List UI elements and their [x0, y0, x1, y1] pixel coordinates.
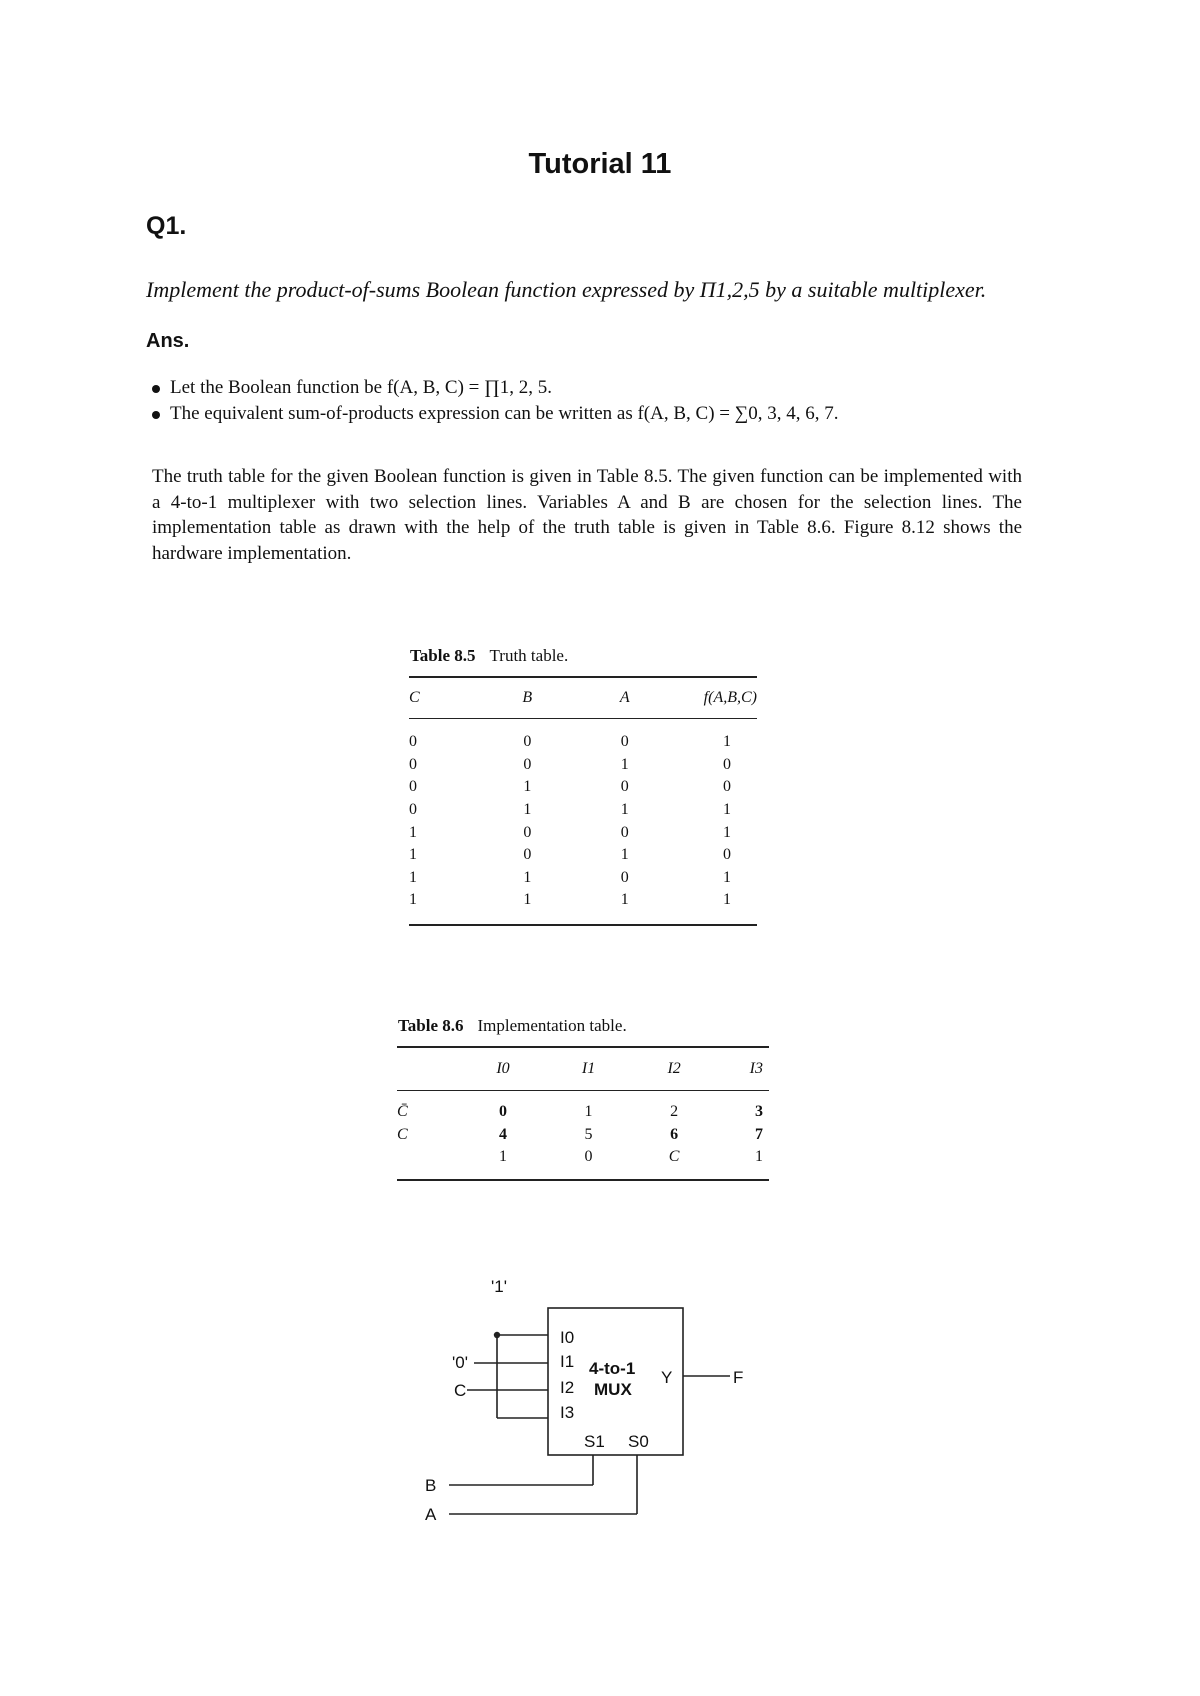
- table-cell: 1: [576, 889, 673, 925]
- c-input-label: C: [454, 1381, 467, 1400]
- table-cell: 5: [584, 1125, 593, 1143]
- table-cell: 0: [523, 846, 532, 864]
- table-cell: 1: [409, 889, 479, 925]
- table-cell: 0: [620, 733, 629, 751]
- table-cell: 1: [620, 846, 629, 864]
- document-title: Tutorial 11: [528, 148, 672, 180]
- table-cell: 0: [546, 1146, 632, 1180]
- a-input-label: A: [425, 1505, 437, 1524]
- caption-text: Implementation table.: [477, 1016, 627, 1035]
- bullet-text: Let the Boolean function be f(A, B, C) = ∏1, 2, 5.: [170, 377, 553, 398]
- zero-label: '0': [452, 1353, 468, 1372]
- b-input-label: B: [425, 1476, 437, 1495]
- input-pin-i2: I2: [560, 1378, 575, 1397]
- table-cell: 0: [499, 1103, 507, 1121]
- input-pin-i0: I0: [560, 1328, 575, 1347]
- table-cell: 1: [723, 868, 731, 886]
- column-header: I0: [460, 1047, 546, 1091]
- table-cell: 0: [409, 778, 417, 796]
- input-pin-i1: I1: [560, 1352, 575, 1371]
- output-pin-y: Y: [661, 1368, 673, 1387]
- table-cell: 0: [523, 823, 532, 841]
- table-cell: 0: [409, 733, 417, 751]
- input-pin-i3: I3: [560, 1403, 575, 1422]
- table-cell: 1: [723, 823, 731, 841]
- table-cell: 1: [409, 846, 417, 864]
- table-cell: 0: [723, 846, 731, 864]
- table-cell: C̄: [397, 1103, 408, 1121]
- column-header: C: [409, 677, 479, 719]
- table-cell: 1: [460, 1146, 546, 1180]
- table-cell: 1: [409, 868, 417, 886]
- table-cell: 1: [723, 801, 731, 819]
- table-cell: 1: [673, 889, 757, 925]
- table-cell: 0: [723, 755, 731, 773]
- select-pin-s1: S1: [584, 1432, 605, 1451]
- table-cell: 1: [584, 1103, 593, 1121]
- caption-label: Table 8.6: [398, 1016, 464, 1035]
- table-cell: 0: [620, 823, 629, 841]
- column-header: I3: [717, 1047, 769, 1091]
- column-header: I1: [546, 1047, 632, 1091]
- output-f-label: F: [733, 1368, 744, 1387]
- table-cell: 0: [723, 778, 731, 796]
- column-header: I2: [631, 1047, 717, 1091]
- mux-label-line2: MUX: [594, 1380, 632, 1399]
- table-cell: 1: [717, 1146, 769, 1180]
- caption-text: Truth table.: [489, 646, 569, 665]
- select-pin-s0: S0: [628, 1432, 649, 1451]
- table-cell: 1: [620, 801, 629, 819]
- table-cell: 1: [523, 778, 532, 796]
- question-text: Implement the product-of-sums Boolean function expressed by Π1,2,5 by a suitable multiplexer.: [146, 277, 987, 302]
- table-cell: 0: [620, 778, 629, 796]
- table-cell: 1: [523, 868, 532, 886]
- table-cell: 1: [723, 733, 731, 751]
- mux-label-line1: 4-to-1: [589, 1359, 636, 1378]
- table-cell: 1: [620, 755, 629, 773]
- table-cell: C: [631, 1146, 717, 1180]
- table-cell: 0: [523, 755, 532, 773]
- explanation-paragraph: The truth table for the given Boolean function is given in Table 8.5. The given function can be implemented with a 4-to-1 multiplexer with two selection lines. Variables A and B are chosen for the selection lines. The implementation table as drawn with the help of the truth table is given in Table 8.6. Figure 8.12 shows the hardware implementation.: [152, 466, 1022, 564]
- column-header: B: [479, 677, 576, 719]
- table-cell: 6: [670, 1125, 679, 1143]
- table-cell: 0: [523, 733, 532, 751]
- bullet-text: The equivalent sum-of-products expression can be written as f(A, B, C) = ∑0, 3, 4, 6, 7.: [170, 403, 839, 424]
- column-header: A: [576, 677, 673, 719]
- answer-label: Ans.: [146, 330, 190, 352]
- caption-label: Table 8.5: [410, 646, 476, 665]
- question-label: Q1.: [146, 212, 187, 240]
- table-cell: 0: [620, 868, 629, 886]
- table-cell: 0: [409, 801, 417, 819]
- column-header: f(A,B,C): [673, 677, 757, 719]
- table-cell: 0: [409, 755, 417, 773]
- table-cell: 7: [755, 1125, 763, 1143]
- one-label: '1': [491, 1277, 507, 1296]
- junction-dot: [494, 1332, 500, 1338]
- table-cell: 1: [409, 823, 417, 841]
- table-cell: C: [397, 1125, 408, 1143]
- table-cell: 4: [499, 1125, 507, 1143]
- table-cell: 1: [523, 801, 532, 819]
- table-cell: 2: [670, 1103, 679, 1121]
- table-cell: 1: [479, 889, 576, 925]
- table-cell: 3: [755, 1103, 763, 1121]
